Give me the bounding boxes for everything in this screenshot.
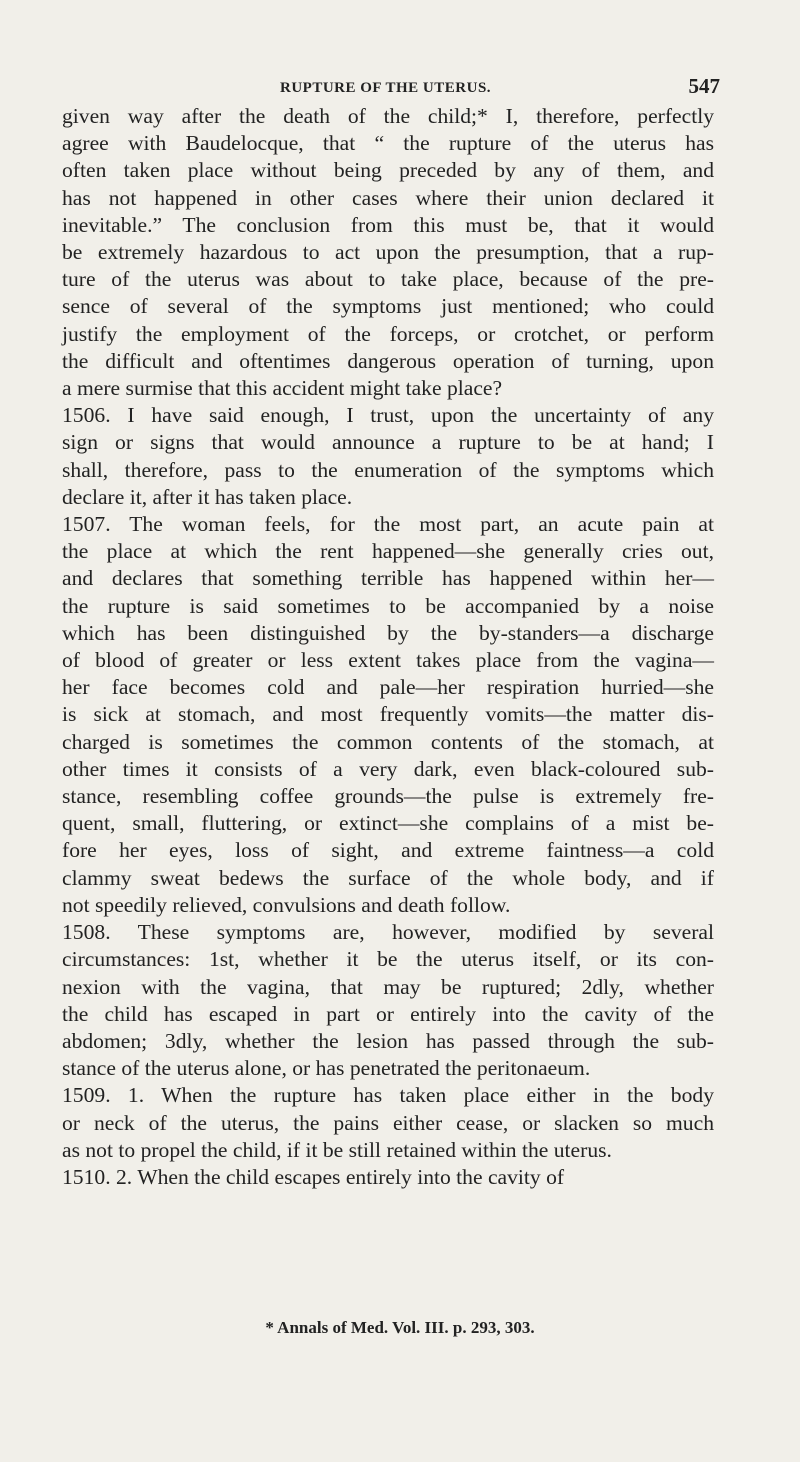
text-line: her face becomes cold and pale—her respiration hurried—she [62, 675, 714, 700]
text-line: or neck of the uterus, the pains either cease, or slacken so much [62, 1110, 714, 1135]
text-line: often taken place without being preceded by any of them, and [62, 158, 714, 183]
text-line: a mere surmise that this accident might take place? [62, 376, 503, 401]
body-text [62, 103, 714, 1191]
text-line: the rupture is said sometimes to be accompanied by a noise [62, 593, 714, 618]
text-line: 1506. I have said enough, I trust, upon the uncertainty of any [62, 403, 714, 428]
text-line: stance of the uterus alone, or has penetrated the peritonaeum. [62, 1056, 591, 1081]
text-line: has not happened in other cases where their union declared it [62, 185, 714, 210]
text-line: sign or signs that would announce a rupture to be at hand; I [62, 430, 714, 455]
text-line: fore her eyes, loss of sight, and extreme faintness—a cold [62, 838, 714, 863]
text-line: 1510. 2. When the child escapes entirely into the cavity of [62, 1164, 565, 1189]
text-line: stance, resembling coffee grounds—the pulse is extremely fre- [62, 784, 714, 809]
text-line: justify the employment of the forceps, or crotchet, or perform [62, 321, 714, 346]
text-line: 1509. 1. When the rupture has taken place either in the body [62, 1083, 714, 1108]
text-line: agree with Baudelocque, that “ the rupture of the uterus has [62, 131, 714, 156]
text-line: shall, therefore, pass to the enumeration of the symptoms which [62, 457, 714, 482]
text-line: which has been distinguished by the by-standers—a discharge [62, 620, 714, 645]
text-line: and declares that something terrible has happened within her— [62, 566, 714, 591]
text-line: the place at which the rent happened—she generally cries out, [62, 539, 714, 564]
text-line: clammy sweat bedews the surface of the whole body, and if [62, 865, 714, 890]
footnote: * Annals of Med. Vol. III. p. 293, 303. [265, 1318, 535, 1337]
text-line: be extremely hazardous to act upon the presumption, that a rup- [62, 240, 714, 265]
text-line: is sick at stomach, and most frequently vomits—the matter dis- [62, 702, 714, 727]
text-line: 1507. The woman feels, for the most part, an acute pain at [62, 512, 714, 537]
text-line: quent, small, fluttering, or extinct—she complains of a mist be- [62, 811, 714, 836]
text-line: the child has escaped in part or entirely into the cavity of the [62, 1001, 714, 1026]
page-number: 547 [688, 74, 720, 98]
running-title: RUPTURE OF THE UTERUS. [280, 80, 492, 96]
text-line: ture of the uterus was about to take place, because of the pre- [62, 267, 714, 292]
text-line: other times it consists of a very dark, even black-coloured sub- [62, 756, 714, 781]
text-line: charged is sometimes the common contents of the stomach, at [62, 729, 714, 754]
text-line: sence of several of the symptoms just mentioned; who could [62, 294, 714, 319]
text-line: nexion with the vagina, that may be ruptured; 2dly, whether [62, 974, 714, 999]
text-line: 1508. These symptoms are, however, modified by several [62, 920, 714, 945]
text-line: inevitable.” The conclusion from this must be, that it would [62, 212, 714, 237]
text-line: abdomen; 3dly, whether the lesion has passed through the sub- [62, 1028, 714, 1053]
text-line: declare it, after it has taken place. [62, 484, 353, 509]
text-line: as not to propel the child, if it be still retained within the uterus. [62, 1137, 612, 1162]
text-line: given way after the death of the child;* I, therefore, perfectly [62, 104, 714, 128]
running-header [200, 52, 720, 98]
text-line: the difficult and oftentimes dangerous operation of turning, upon [62, 348, 714, 373]
text-line: not speedily relieved, convulsions and death follow. [62, 892, 511, 917]
text-line: of blood of greater or less extent takes place from the vagina— [62, 648, 714, 673]
text-line: circumstances: 1st, whether it be the uterus itself, or its con- [62, 947, 714, 972]
